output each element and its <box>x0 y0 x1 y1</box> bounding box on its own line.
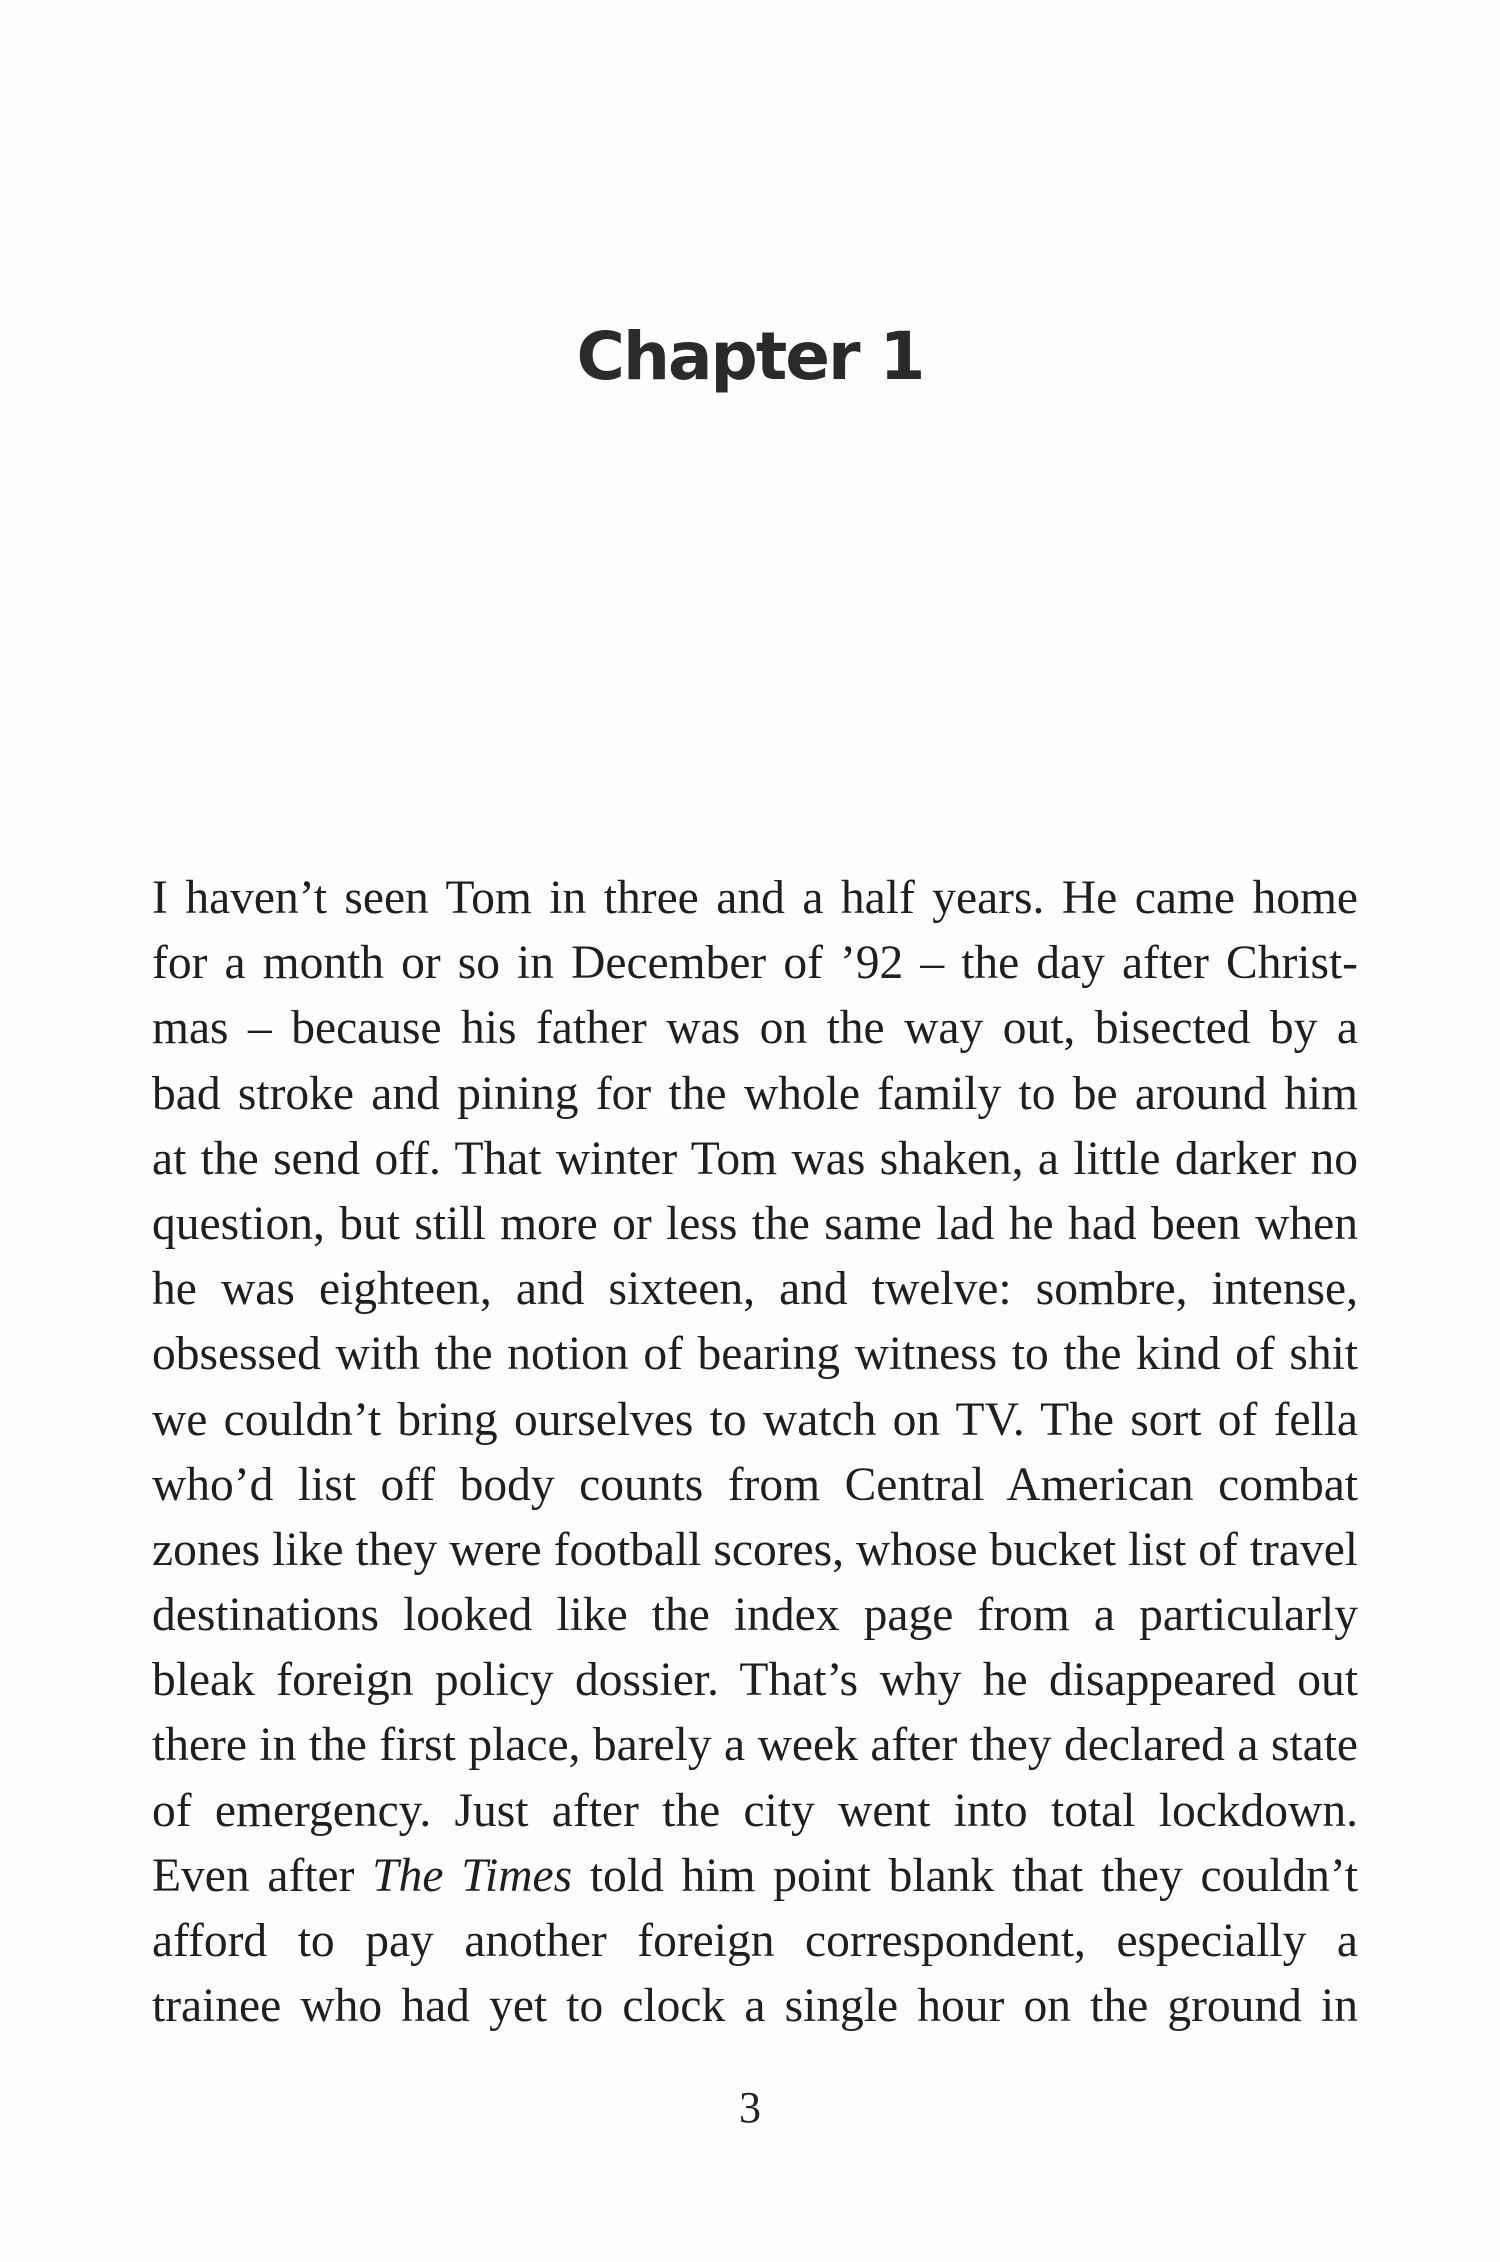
text-line: question, but still more or less the same lad he had been when <box>152 1197 1358 1250</box>
newspaper-title: The Times <box>372 1849 573 1902</box>
text-line: destinations looked like the index page from a particularly <box>152 1589 1358 1642</box>
text-line: I haven’t seen Tom in three and a half years. He came home <box>152 872 1358 924</box>
chapter-heading: Chapter 1 <box>576 318 924 395</box>
text-line: trainee who had yet to clock a single hour on the ground in <box>152 1980 1358 2033</box>
text-line: afford to pay another foreign correspondent, especially a <box>152 1915 1358 1967</box>
text-line: there in the first place, barely a week after they declared a state <box>152 1719 1358 1772</box>
text-line: bleak foreign policy dossier. That’s why he disappeared out <box>152 1654 1358 1707</box>
text-segment: told him point blank that they couldn’t <box>572 1849 1358 1902</box>
text-line: zones like they were football scores, whose bucket list of travel <box>152 1523 1358 1576</box>
text-line: bad stroke and pining for the whole family to be around him <box>152 1067 1358 1120</box>
page-number: 3 <box>739 2083 761 2132</box>
text-line: who’d list off body counts from Central American combat <box>152 1458 1358 1511</box>
text-line: of emergency. Just after the city went into total lockdown. <box>152 1784 1358 1837</box>
text-line-with-italic <box>152 1844 1358 1909</box>
text-line: obsessed with the notion of bearing witness to the kind of shit <box>152 1328 1358 1381</box>
text-line: at the send off. That winter Tom was shaken, a little darker no <box>152 1132 1358 1185</box>
text-line: we couldn’t bring ourselves to watch on TV. The sort of fella <box>152 1393 1358 1446</box>
text-segment: Even after <box>152 1849 373 1902</box>
text-line: mas – because his father was on the way out, bisected by a <box>152 1002 1358 1055</box>
text-line: he was eighteen, and sixteen, and twelve: sombre, intense, <box>152 1263 1358 1316</box>
body-paragraph <box>152 866 1358 2039</box>
text-line: for a month or so in December of ’92 – the day after Christ- <box>152 937 1358 990</box>
